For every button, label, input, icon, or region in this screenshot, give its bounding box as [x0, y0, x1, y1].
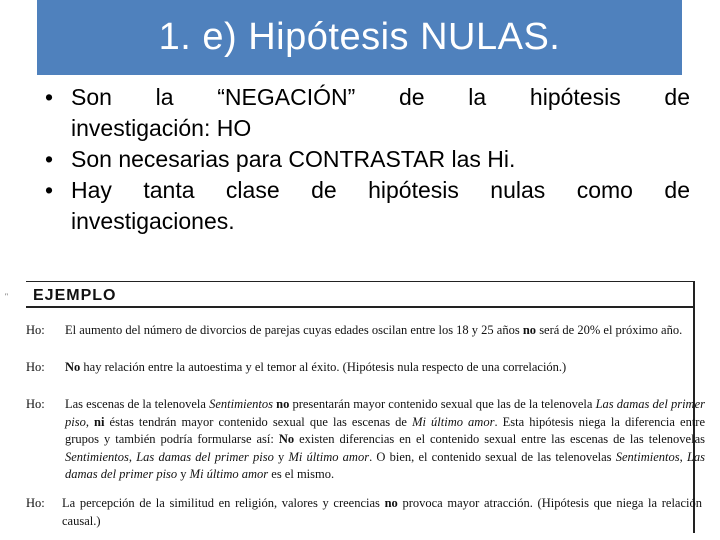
bullet-dot-icon: •: [45, 84, 54, 110]
hypothesis-label: Ho:: [26, 496, 45, 510]
bullet-text: Son la “NEGACIÓN” de la hipótesis de: [71, 84, 690, 110]
slide-title: 1. e) Hipótesis NULAS.: [158, 16, 561, 58]
hypothesis-text: El aumento del número de divorcios de parejas cuyas edades oscilan entre los 18 y 25 años no será de 20% el próximo año.: [65, 323, 683, 337]
scan-mark: '': [5, 292, 8, 301]
example-scan: [0, 275, 720, 540]
hypothesis-text: Las escenas de la telenovela Sentimientos no presentarán mayor contenido sexual que las de la telenovela Las damas del primer piso, ni éstas tendrán mayor contenido sexual que las escenas de Mi último amor. Esta hipótesis niega la diferencia entre grupos y también podría formularse así: No existen diferencias en el contenido sexual entre las escenas de las telenovelas Sentimientos, Las damas del primer piso y Mi último amor. O bien, el contenido sexual de las telenovelas Sentimientos, Las damas del primer piso y Mi último amor es el mismo.: [65, 397, 706, 482]
bullet-text-continued: investigación: HO: [71, 115, 252, 141]
bullet-text: Hay tanta clase de hipótesis nulas como de: [71, 177, 690, 203]
bullet-text-continued: investigaciones.: [71, 208, 235, 234]
divider: [26, 281, 694, 282]
example-heading: EJEMPLO: [33, 287, 117, 304]
hypothesis-label: Ho:: [26, 397, 45, 411]
bullet-text: Son necesarias para CONTRASTAR las Hi.: [71, 146, 516, 172]
bullet-dot-icon: •: [45, 146, 54, 172]
slide-title-bar: [37, 0, 682, 75]
hypothesis-text: La percepción de la similitud en religión, valores y creencias no provoca mayor atracción. (Hipótesis que niega la relación causal.): [62, 496, 702, 528]
bullet-list: [45, 82, 690, 237]
bullet-item: [45, 175, 690, 237]
hypothesis-label: Ho:: [26, 360, 45, 374]
divider: [26, 306, 694, 308]
hypothesis-text: No hay relación entre la autoestima y el temor al éxito. (Hipótesis nula respecto de una correlación.): [65, 360, 567, 374]
hypothesis-label: Ho:: [26, 323, 45, 337]
bullet-item: [45, 82, 690, 144]
bullet-dot-icon: •: [45, 177, 54, 203]
bullet-item: [45, 144, 690, 175]
